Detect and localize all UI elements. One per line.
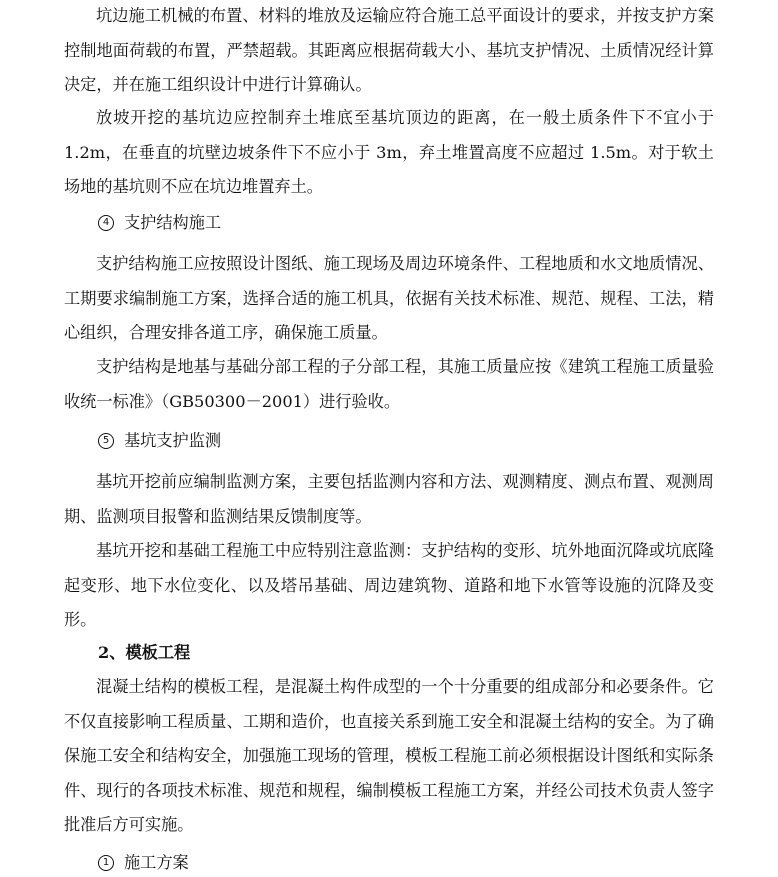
paragraph-machine-placement: 坑边施工机械的布置、材料的堆放及运输应符合施工总平面设计的要求，并按支护方案控制地面荷载的布置，严禁超载。其距离应根据荷载大小、基坑支护情况、土质情况经计算决定，并在施工组织设计中进行计算确认。 (64, 6, 714, 94)
paragraph-support-acceptance: 支护结构是地基与基础分部工程的子分部工程，其施工质量应按《建筑工程施工质量验收统一标准》（GB50300－2001）进行验收。 (64, 357, 714, 411)
paragraph-monitoring-plan: 基坑开挖前应编制监测方案，主要包括监测内容和方法、观测精度、测点布置、观测周期、监测项目报警和监测结果反馈制度等。 (64, 472, 714, 526)
paragraph-support-plan: 支护结构施工应按照设计图纸、施工现场及周边环境条件、工程地质和水文地质情况、工期要求编制施工方案，选择合适的施工机具，依据有关技术标准、规范、规程、工法，精心组织，合理安排各道工序，确保施工质量。 (64, 254, 714, 342)
paragraph-slope-excavation: 放坡开挖的基坑边应控制弃土堆底至基坑顶边的距离，在一般土质条件下不宜小于 1.2m，在垂直的坑壁边坡条件下不应小于 3m，弃土堆置高度不应超过 1.5m。对于软土场地的基坑则不应在坑边堆置弃土。 (64, 108, 714, 196)
section-heading-formwork: 2、模板工程 (98, 643, 191, 662)
section-heading-construction-plan (98, 851, 189, 875)
paragraph-formwork-intro: 混凝土结构的模板工程，是混凝土构件成型的一个十分重要的组成部分和必要条件。它不仅直接影响工程质量、工期和造价，也直接关系到施工安全和混凝土结构的安全。为了确保施工安全和结构安全，加强施工现场的管理，模板工程施工前必须根据设计图纸和实际条件、现行的各项技术标准、规范和规程，编制模板工程施工方案，并经公司技术负责人签字批准后方可实施。 (64, 677, 714, 834)
heading-text: 施工方案 (124, 853, 189, 872)
paragraph-monitoring-focus: 基坑开挖和基础工程施工中应特别注意监测：支护结构的变形、坑外地面沉降或坑底隆起变形、地下水位变化、以及塔吊基础、周边建筑物、道路和地下水管等设施的沉降及变形。 (64, 541, 714, 629)
circled-number-1: 1 (98, 855, 114, 871)
section-heading-support-construction (98, 211, 221, 235)
heading-text: 支护结构施工 (124, 213, 222, 232)
section-heading-pit-monitoring (98, 429, 221, 453)
circled-number-4: 4 (98, 215, 114, 231)
heading-text: 基坑支护监测 (124, 431, 222, 450)
circled-number-5: 5 (98, 433, 114, 449)
